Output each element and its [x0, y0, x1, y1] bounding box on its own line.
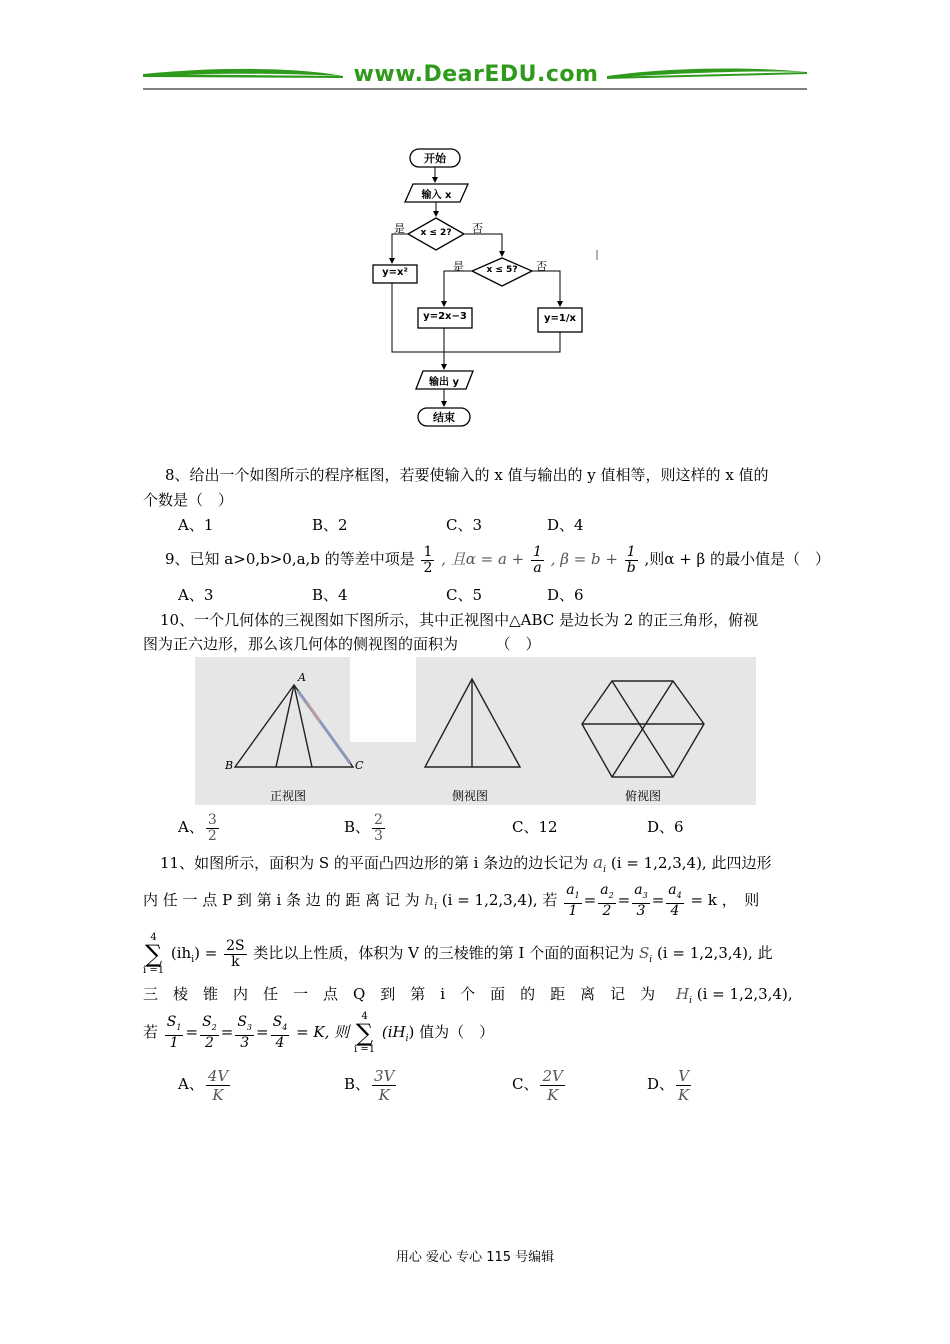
site-url: www.DearEDU.com [353, 62, 599, 87]
q11-line2: 内 任 一 点 P 到 第 i 条 边 的 距 离 记 为 $h_i$ (i = 1,2,3,4), 若 $\frac{a_1}{1}$ = $\frac{a_2}{2}$ = $\frac{a_3}{3}$ = $\frac{a_4}{4}$ = k ， 则 [143, 882, 760, 919]
q8-choice-b: B、2 [312, 516, 348, 534]
flow-output-label: 输出 y [429, 377, 459, 388]
flow-end-label: 结束 [433, 411, 455, 424]
q9-choice-c: C、5 [446, 586, 483, 604]
q11-line3: 4 ∑ i =1 $(ih_i)$ = $\frac{2S}{k}$ 类比以上性质，体积为 V 的三棱锥的第 I 个面的面积记为 $S_i$ (i = 1,2,3,4), 此 [143, 932, 773, 976]
side-view-caption: 侧视图 [452, 789, 489, 803]
q11-line1: 11、如图所示，面积为 S 的平面凸四边形的第 i 条边的边长记为 $a_i$ (i = 1,2,3,4), 此四边形 [160, 853, 772, 875]
label-B: B [225, 759, 234, 772]
header-banner [143, 62, 807, 92]
front-view-drawing [235, 685, 353, 767]
q11-choice-d: D、 $\frac{V}{K}$ [647, 1066, 690, 1104]
flow-box1-label: y=x² [382, 267, 408, 278]
q8-line2: 个数是（ ） [143, 491, 234, 509]
q11-line4: 三 棱 锥 内 任 一 点 Q 到 第 i 个 面 的 距 离 记 为 [143, 985, 656, 1003]
q9-half-fraction: $\frac{1}{2}$ [423, 543, 433, 576]
q9-prefix: 9、已知 a>0,b>0,a,b 的等差中项是 [165, 550, 415, 568]
label-A: A [298, 671, 306, 684]
q11-line4-tail: $H_i$ (i = 1,2,3,4), [676, 985, 793, 1006]
flow-input-label: 输入 x [421, 190, 452, 201]
q10-choice-c: C、12 [512, 818, 558, 836]
flow-no-2: 否 [536, 260, 547, 273]
flow-no-1: 否 [472, 222, 483, 235]
q9-mid1: , 且α = a + [441, 550, 525, 568]
q9-mid2: , β = b + [550, 550, 618, 568]
q9-choice-a: A、3 [178, 586, 214, 604]
q9-line [165, 542, 830, 576]
q9-choice-d: D、6 [547, 586, 584, 604]
three-views-figure [195, 657, 756, 805]
side-view-drawing [425, 679, 520, 767]
q8-choice-c: C、3 [446, 516, 483, 534]
flow-yes-2: 是 [453, 260, 464, 273]
flowchart [360, 140, 610, 440]
q9-suffix: ,则α + β 的最小值是（ ） [644, 550, 830, 568]
q11-line5: 若 $\frac{S_1}{1}$ = $\frac{S_2}{2}$ = $\frac{S_3}{3}$ = $\frac{S_4}{4}$ = K, 则 4 ∑ i =1 $(iH_i)$ 值为（ ） [143, 1011, 495, 1055]
q11-choice-a: A、 $\frac{4V}{K}$ [178, 1066, 229, 1104]
q10-choice-a: A、 $\frac{3}{2}$ [178, 811, 217, 844]
front-view-caption: 正视图 [270, 789, 307, 803]
q8-line1: 8、给出一个如图所示的程序框图，若要使输入的 x 值与输出的 y 值相等，则这样的 x 值的 [165, 466, 769, 484]
q9-a-fraction: $\frac{1}{a}$ [533, 543, 542, 576]
q10-choice-b: B、 $\frac{2}{3}$ [344, 811, 383, 844]
q9-choice-b: B、4 [312, 586, 348, 604]
flow-box2-label: y=2x−3 [423, 311, 467, 322]
flow-cond1-label: x ≤ 2? [420, 228, 452, 238]
label-C: C [355, 759, 364, 772]
q8-choice-d: D、4 [547, 516, 584, 534]
q9-b-fraction: $\frac{1}{b}$ [626, 543, 636, 576]
flow-box3-label: y=1/x [544, 313, 576, 324]
top-view-drawing [582, 681, 704, 777]
q11-choice-c: C、 $\frac{2V}{K}$ [512, 1066, 563, 1104]
q8-choice-a: A、1 [178, 516, 214, 534]
flow-yes-1: 是 [394, 222, 405, 235]
q10-line2: 图为正六边形，那么该几何体的侧视图的面积为 （ ） [143, 635, 541, 653]
q11-choice-b: B、 $\frac{3V}{K}$ [344, 1066, 395, 1104]
page-footer: 用心 爱心 专心 115 号编辑 [395, 1250, 555, 1265]
top-view-caption: 俯视图 [625, 789, 662, 803]
q10-line1: 10、一个几何体的三视图如下图所示，其中正视图中△ABC 是边长为 2 的正三角形，俯视 [160, 611, 759, 629]
flow-start-label: 开始 [424, 152, 446, 165]
q10-choice-d: D、6 [647, 818, 684, 836]
flow-cond2-label: x ≤ 5? [486, 265, 518, 275]
